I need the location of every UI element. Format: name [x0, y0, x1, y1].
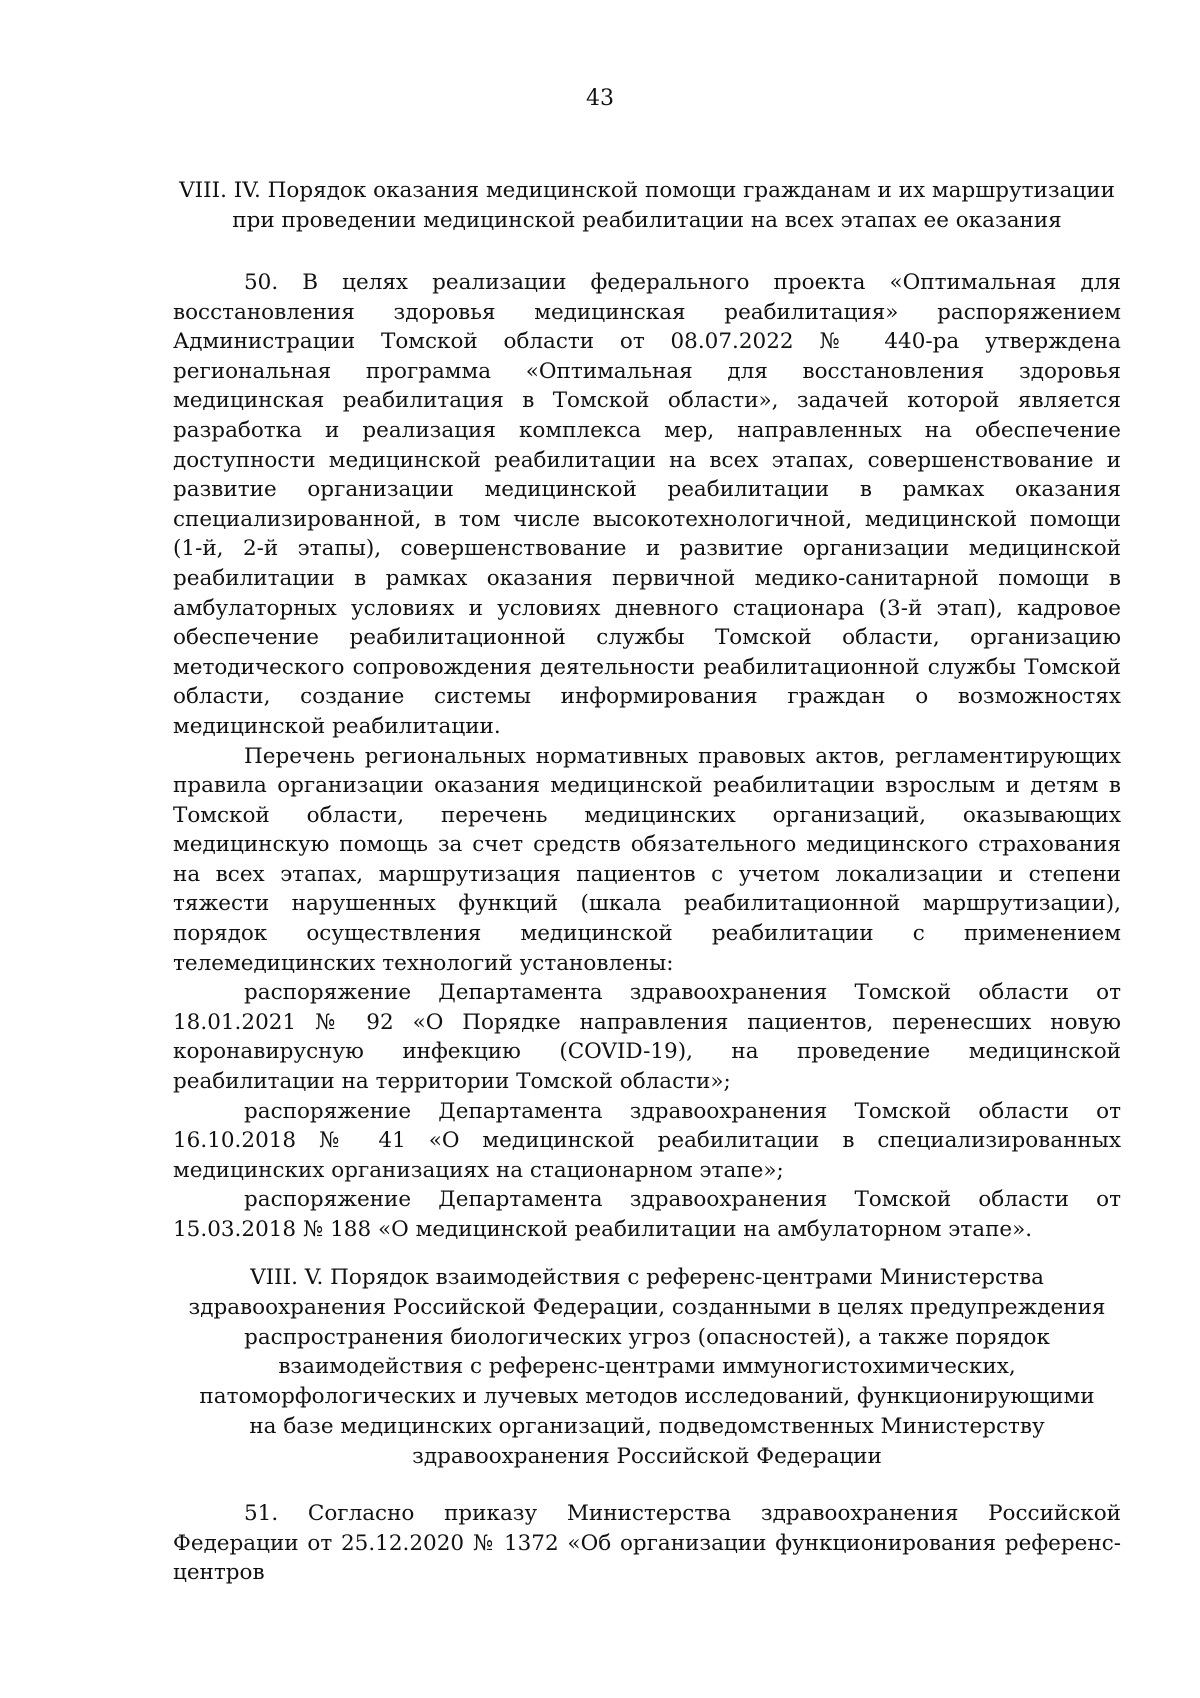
- heading-line: на базе медицинских организаций, подведомственных Министерству: [249, 1413, 1045, 1439]
- heading-line: распространения биологических угроз (опасностей), а также порядок: [244, 1324, 1050, 1350]
- list-item-order-41: распоряжение Департамента здравоохранения Томской области от 16.10.2018 № 41 «О медицинской реабилитации в специализированных медицинских организациях на стационарном этапе»;: [173, 1098, 1121, 1183]
- section-heading-viii-iv: [173, 176, 1121, 235]
- heading-line: при проведении медицинской реабилитации на всех этапах ее оказания: [232, 207, 1062, 233]
- page-number: 43: [586, 86, 614, 111]
- heading-line: здравоохранения Российской Федерации: [412, 1443, 882, 1469]
- list-item-order-92: распоряжение Департамента здравоохранения Томской области от 18.01.2021 № 92 «О Порядке направления пациентов, перенесших новую коронавирусную инфекцию (COVID-19), на проведение медицинской реабилитации на территории Томской области»;: [173, 980, 1121, 1095]
- heading-line: здравоохранения Российской Федерации, созданными в целях предупреждения: [188, 1294, 1106, 1320]
- paragraph-regulatory-acts-list-intro: Перечень региональных нормативных правовых актов, регламентирующих правила организации оказания медицинской реабилитации взрослым и детям в Томской области, перечень медицинских организаций, оказывающих медицинскую помощь за счет средств обязательного медицинского страхования на всех этапах, маршрутизация пациентов с учетом локализации и степени тяжести нарушенных функций (шкала реабилитационной маршрутизации), порядок осуществления медицинской реабилитации с применением телемедицинских технологий установлены:: [173, 743, 1121, 976]
- heading-line: VIII. V. Порядок взаимодействия с референс-центрами Министерства: [250, 1265, 1044, 1290]
- heading-line: патоморфологических и лучевых методов исследований, функционирующими: [199, 1384, 1095, 1410]
- section-body-viii-iv: [173, 268, 1121, 1245]
- heading-line: взаимодействия с референс-центрами иммуногистохимических,: [278, 1354, 1016, 1380]
- paragraph-51: 51. Согласно приказу Министерства здравоохранения Российской Федерации от 25.12.2020 № 1372 «Об организации функционирования референс-центров: [173, 1501, 1121, 1586]
- section-body-viii-v: [173, 1499, 1121, 1588]
- paragraph-50: 50. В целях реализации федерального проекта «Оптимальная для восстановления здоровья медицинская реабилитация» распоряжением Администрации Томской области от 08.07.2022 № 440-ра утверждена региональная программа «Оптимальная для восстановления здоровья медицинская реабилитация в Томской области», задачей которой является разработка и реализация комплекса мер, направленных на обеспечение доступности медицинской реабилитации на всех этапах, совершенствование и развитие организации медицинской реабилитации в рамках оказания специализированной, в том числе высокотехнологичной, медицинской помощи (1-й, 2-й этапы), совершенствование и развитие организации медицинской реабилитации в рамках оказания первичной медико-санитарной помощи в амбулаторных условиях и условиях дневного стационара (3-й этап), кадровое обеспечение реабилитационной службы Томской области, организацию методического сопровождения деятельности реабилитационной службы Томской области, создание системы информирования граждан о возможностях медицинской реабилитации.: [173, 270, 1121, 739]
- list-item-order-188: распоряжение Департамента здравоохранения Томской области от 15.03.2018 № 188 «О медицинской реабилитации на амбулаторном этапе».: [173, 1187, 1121, 1242]
- section-heading-viii-v: [173, 1263, 1121, 1472]
- heading-line: VIII. IV. Порядок оказания медицинской помощи гражданам и их маршрутизации: [179, 178, 1115, 203]
